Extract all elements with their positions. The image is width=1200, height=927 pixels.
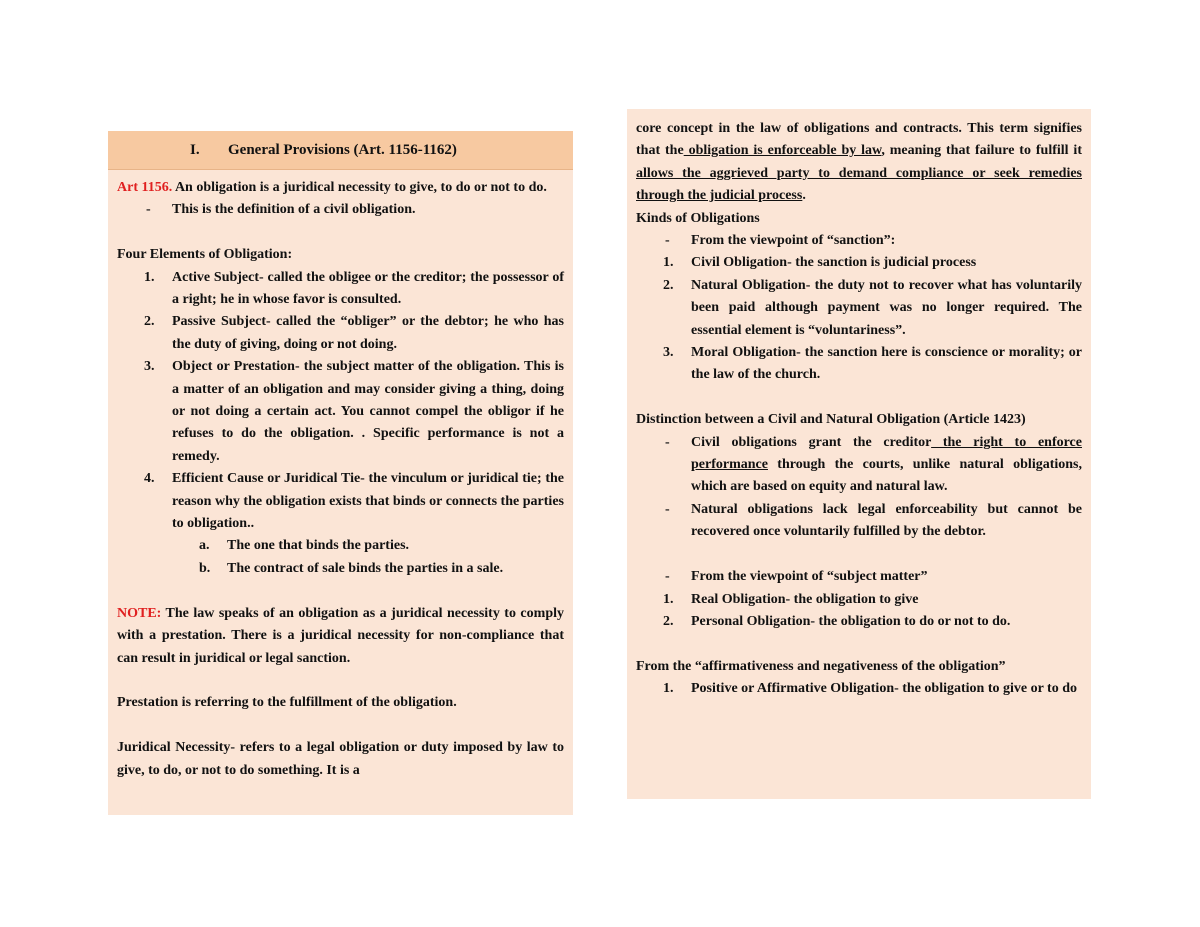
- elements-title: Four Elements of Obligation:: [117, 247, 293, 263]
- item-number: 4.: [144, 471, 155, 487]
- item-text: Efficient Cause or Juridical Tie- the vinculum or juridical tie; the reason why the obligation exists that binds or connects the parties to obligation..: [172, 471, 564, 532]
- item-text: Passive Subject- called the “obliger” or the debtor; he who has the duty of giving, doing or not doing.: [172, 314, 564, 352]
- note-label: NOTE:: [117, 605, 162, 621]
- affirm-item: [636, 678, 1082, 700]
- item-number: 3.: [144, 359, 155, 375]
- art-note-item: [117, 199, 564, 221]
- art-1156-paragraph: [117, 177, 564, 199]
- art-label: Art 1156.: [117, 180, 173, 195]
- spacer: [117, 222, 564, 244]
- cont-text-c: .: [802, 188, 806, 204]
- item-text: Object or Prestation- the subject matter of the obligation. This is a matter of an obligation and may consider giving a thing, doing or not doing a certain act. You cannot compel the obligor if he refuses to do the obligation. . Specific performance is not a remedy.: [172, 359, 564, 464]
- item-number: 3.: [663, 345, 674, 361]
- sub-item: [117, 558, 564, 580]
- right-note-panel: [627, 109, 1091, 799]
- sanction-viewpoint: [636, 230, 1082, 252]
- section-heading: [108, 131, 573, 170]
- distinction-item: [636, 432, 1082, 499]
- distinction-underline: the right to enforce performance: [691, 434, 1082, 473]
- dash-marker: -: [665, 569, 670, 585]
- art-text: An obligation is a juridical necessity to give, to do or not to do.: [172, 180, 547, 195]
- item-text: Moral Obligation- the sanction here is conscience or morality; or the law of the church.: [691, 345, 1082, 383]
- distinction-title: Distinction between a Civil and Natural Obligation (Article 1423): [636, 412, 1026, 428]
- section-title: General Provisions (Art. 1156-1162): [228, 142, 457, 158]
- item-text: Positive or Affirmative Obligation- the obligation to give or to do: [691, 681, 1078, 697]
- item-number: 2.: [144, 314, 155, 330]
- item-text: Personal Obligation- the obligation to do or not to do.: [691, 613, 1011, 629]
- dash-marker: -: [665, 501, 670, 517]
- kinds-title: Kinds of Obligations: [636, 210, 760, 226]
- spacer: [117, 715, 564, 737]
- sub-item: [117, 535, 564, 557]
- item-number: 2.: [663, 613, 674, 629]
- dash-marker: -: [665, 233, 670, 249]
- juridical-necessity-paragraph: Juridical Necessity- refers to a legal obligation or duty imposed by law to give, to do, or not to do something. It is a: [117, 740, 564, 778]
- dash-marker: -: [146, 202, 151, 218]
- item-number: 1.: [663, 255, 674, 271]
- spacer: [636, 544, 1082, 566]
- item-number: 2.: [663, 277, 674, 293]
- viewpoint-text: From the viewpoint of “subject matter”: [691, 569, 928, 585]
- spacer: [117, 670, 564, 692]
- cont-underline-2: allows the aggrieved party to demand compliance or seek remedies through the judicial process: [636, 165, 1082, 204]
- item-number: 1.: [144, 269, 155, 285]
- sub-text: The one that binds the parties.: [227, 538, 410, 554]
- viewpoint-text: From the viewpoint of “sanction”:: [691, 233, 896, 249]
- distinction-item: [636, 499, 1082, 544]
- item-text: Real Obligation- the obligation to give: [691, 591, 919, 607]
- sanction-item: [636, 275, 1082, 342]
- sanction-item: [636, 342, 1082, 387]
- element-item: [117, 468, 564, 535]
- element-item: [117, 311, 564, 356]
- note-paragraph: [117, 603, 564, 670]
- distinction-text-a: Civil obligations grant the creditor: [691, 434, 932, 450]
- art-note-text: This is the definition of a civil obligation.: [172, 202, 416, 218]
- sanction-item: [636, 252, 1082, 274]
- subject-viewpoint: [636, 566, 1082, 588]
- item-text: Natural Obligation- the duty not to recover what has voluntarily been paid although payment was no longer required. The essential element is “voluntariness”.: [691, 277, 1082, 338]
- item-number: 1.: [663, 681, 674, 697]
- affirmativeness-title: From the “affirmativeness and negativeness of the obligation”: [636, 658, 1006, 674]
- continuation-paragraph: [636, 118, 1082, 208]
- left-note-panel: [108, 131, 573, 815]
- spacer: [636, 633, 1082, 655]
- item-text: Civil Obligation- the sanction is judicial process: [691, 255, 977, 271]
- dash-marker: -: [665, 434, 670, 450]
- note-text: The law speaks of an obligation as a juridical necessity to comply with a prestation. There is a juridical necessity for non-compliance that can result in juridical or legal sanction.: [117, 605, 564, 666]
- cont-text-b: , meaning that failure to fulfill it: [881, 143, 1082, 159]
- distinction-text-b: through the courts, unlike natural obligations, which are based on equity and natural law.: [691, 457, 1082, 495]
- item-number: 1.: [663, 591, 674, 607]
- right-body: [636, 118, 1082, 701]
- section-number: I.: [190, 142, 200, 158]
- left-body: [117, 177, 564, 782]
- cont-text-a: core concept in the law of obligations and contracts. This term signifies that the: [636, 121, 1082, 159]
- item-text: Active Subject- called the obligee or the creditor; the possessor of a right; he in whose favor is consulted.: [172, 269, 564, 308]
- sub-text: The contract of sale binds the parties in a sale.: [227, 560, 504, 576]
- distinction-text: Natural obligations lack legal enforceability but cannot be recovered once voluntarily fulfilled by the debtor.: [691, 501, 1082, 540]
- element-item: [117, 267, 564, 312]
- prestation-paragraph: Prestation is referring to the fulfillment of the obligation.: [117, 695, 457, 711]
- cont-underline-1: obligation is enforceable by law: [683, 143, 882, 159]
- spacer: [636, 387, 1082, 409]
- subject-item: [636, 611, 1082, 633]
- sub-marker: a.: [199, 538, 210, 554]
- subject-item: [636, 589, 1082, 611]
- element-item: [117, 356, 564, 468]
- spacer: [117, 580, 564, 602]
- sub-marker: b.: [199, 560, 211, 576]
